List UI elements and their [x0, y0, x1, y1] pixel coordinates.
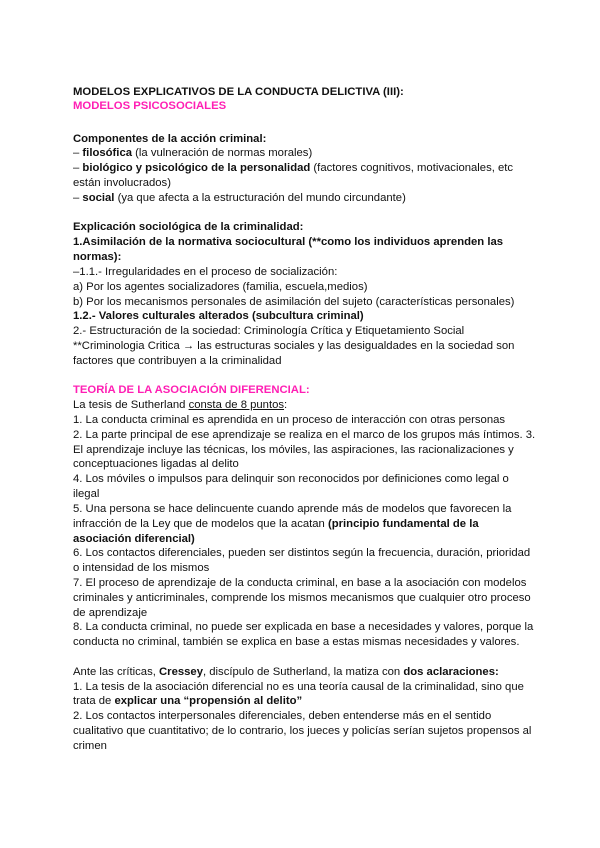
teoria-point-7-cont2: de aprendizaje	[73, 607, 148, 619]
componente-biologico: – biológico y psicológico de la personalidad (factores cognitivos, motivacionales, etc	[73, 162, 514, 174]
document-subtitle: MODELOS PSICOSOCIALES	[73, 100, 227, 112]
teoria-intro: La tesis de Sutherland consta de 8 puntos:	[73, 399, 288, 411]
explicacion-note-cont: factores que contribuyen a la criminalidad	[73, 355, 282, 367]
teoria-point-5-cont: infracción de la Ley que de modelos que la acatan (principio fundamental de la	[73, 518, 479, 530]
explicacion-sub-b: b) Por los mecanismos personales de asimilación del sujeto (características personales)	[73, 296, 515, 308]
criticas-intro: Ante las críticas, Cressey, discípulo de Sutherland, la matiza con dos aclaraciones:	[73, 666, 499, 678]
componente-social: – social (ya que afecta a la estructuración del mundo circundante)	[73, 192, 406, 204]
aclaracion-2-cont2: crimen	[73, 740, 107, 752]
teoria-point-7-cont: criminales y anticriminales, comprende los mismos mecanismos que cualquier otro proceso	[73, 592, 531, 604]
document-title: MODELOS EXPLICATIVOS DE LA CONDUCTA DELICTIVA (III):	[73, 86, 404, 98]
teoria-point-2: 2. La parte principal de ese aprendizaje se realiza en el marco de los grupos más íntimos. 3.	[73, 429, 536, 441]
teoria-point-7: 7. El proceso de aprendizaje de la conducta criminal, en base a la asociación con modelos	[73, 577, 527, 589]
explicacion-heading: Explicación sociológica de la criminalidad:	[73, 221, 304, 233]
explicacion-note: **Criminologia Critica → las estructuras sociales y las desigualdades en la sociedad son	[73, 340, 515, 352]
componente-biologico-cont: están involucrados)	[73, 177, 171, 189]
explicacion-sub12: 1.2.- Valores culturales alterados (subcultura criminal)	[73, 310, 364, 322]
teoria-point-3-cont: conceptuaciones ligadas al delito	[73, 458, 239, 470]
teoria-point-8-cont: conducta no criminal, también se explica en base a estas mismas necesidades y valores.	[73, 636, 520, 648]
explicacion-sub-a: a) Por los agentes socializadores (familia, escuela,medios)	[73, 281, 368, 293]
explicacion-item2: 2.- Estructuración de la sociedad: Criminología Crítica y Etiquetamiento Social	[73, 325, 465, 337]
aclaracion-1: 1. La tesis de la asociación diferencial no es una teoría causal de la criminalidad, sino que	[73, 681, 524, 693]
componentes-heading: Componentes de la acción criminal:	[73, 133, 267, 145]
explicacion-sub11: –1.1.- Irregularidades en el proceso de socialización:	[73, 266, 338, 278]
teoria-point-3: El aprendizaje incluye las técnicas, los móviles, las aspiraciones, las racionalizaciones y	[73, 444, 514, 456]
teoria-point-5-cont2: asociación diferencial)	[73, 533, 195, 545]
teoria-point-4-cont: ilegal	[73, 488, 100, 500]
teoria-heading: TEORÍA DE LA ASOCIACIÓN DIFERENCIAL:	[73, 384, 310, 396]
teoria-point-5: 5. Una persona se hace delincuente cuando aprende más de modelos que favorecen la	[73, 503, 512, 515]
teoria-point-6: 6. Los contactos diferenciales, pueden ser distintos según la frecuencia, duración, prioridad	[73, 547, 531, 559]
teoria-point-4: 4. Los móviles o impulsos para delinquir son reconocidos por definiciones como legal o	[73, 473, 509, 485]
aclaracion-2-cont: cualitativo que cuantitativo; de lo contrario, los jueces y policías serían sujetos propensos al	[73, 725, 532, 737]
explicacion-item1-cont: normas):	[73, 251, 122, 263]
aclaracion-1-cont: trata de explicar una “propensión al delito”	[73, 695, 303, 707]
aclaracion-2: 2. Los contactos interpersonales diferenciales, deben entenderse más en el sentido	[73, 710, 492, 722]
teoria-point-6-cont: o intensidad de los mismos	[73, 562, 210, 574]
componente-filosofica: – filosófica (la vulneración de normas morales)	[73, 147, 313, 159]
teoria-point-8: 8. La conducta criminal, no puede ser explicada en base a necesidades y valores, porque la	[73, 621, 534, 633]
teoria-point-1: 1. La conducta criminal es aprendida en un proceso de interacción con otras personas	[73, 414, 506, 426]
explicacion-item1: 1.Asimilación de la normativa sociocultural (**como los individuos aprenden las	[73, 236, 504, 248]
